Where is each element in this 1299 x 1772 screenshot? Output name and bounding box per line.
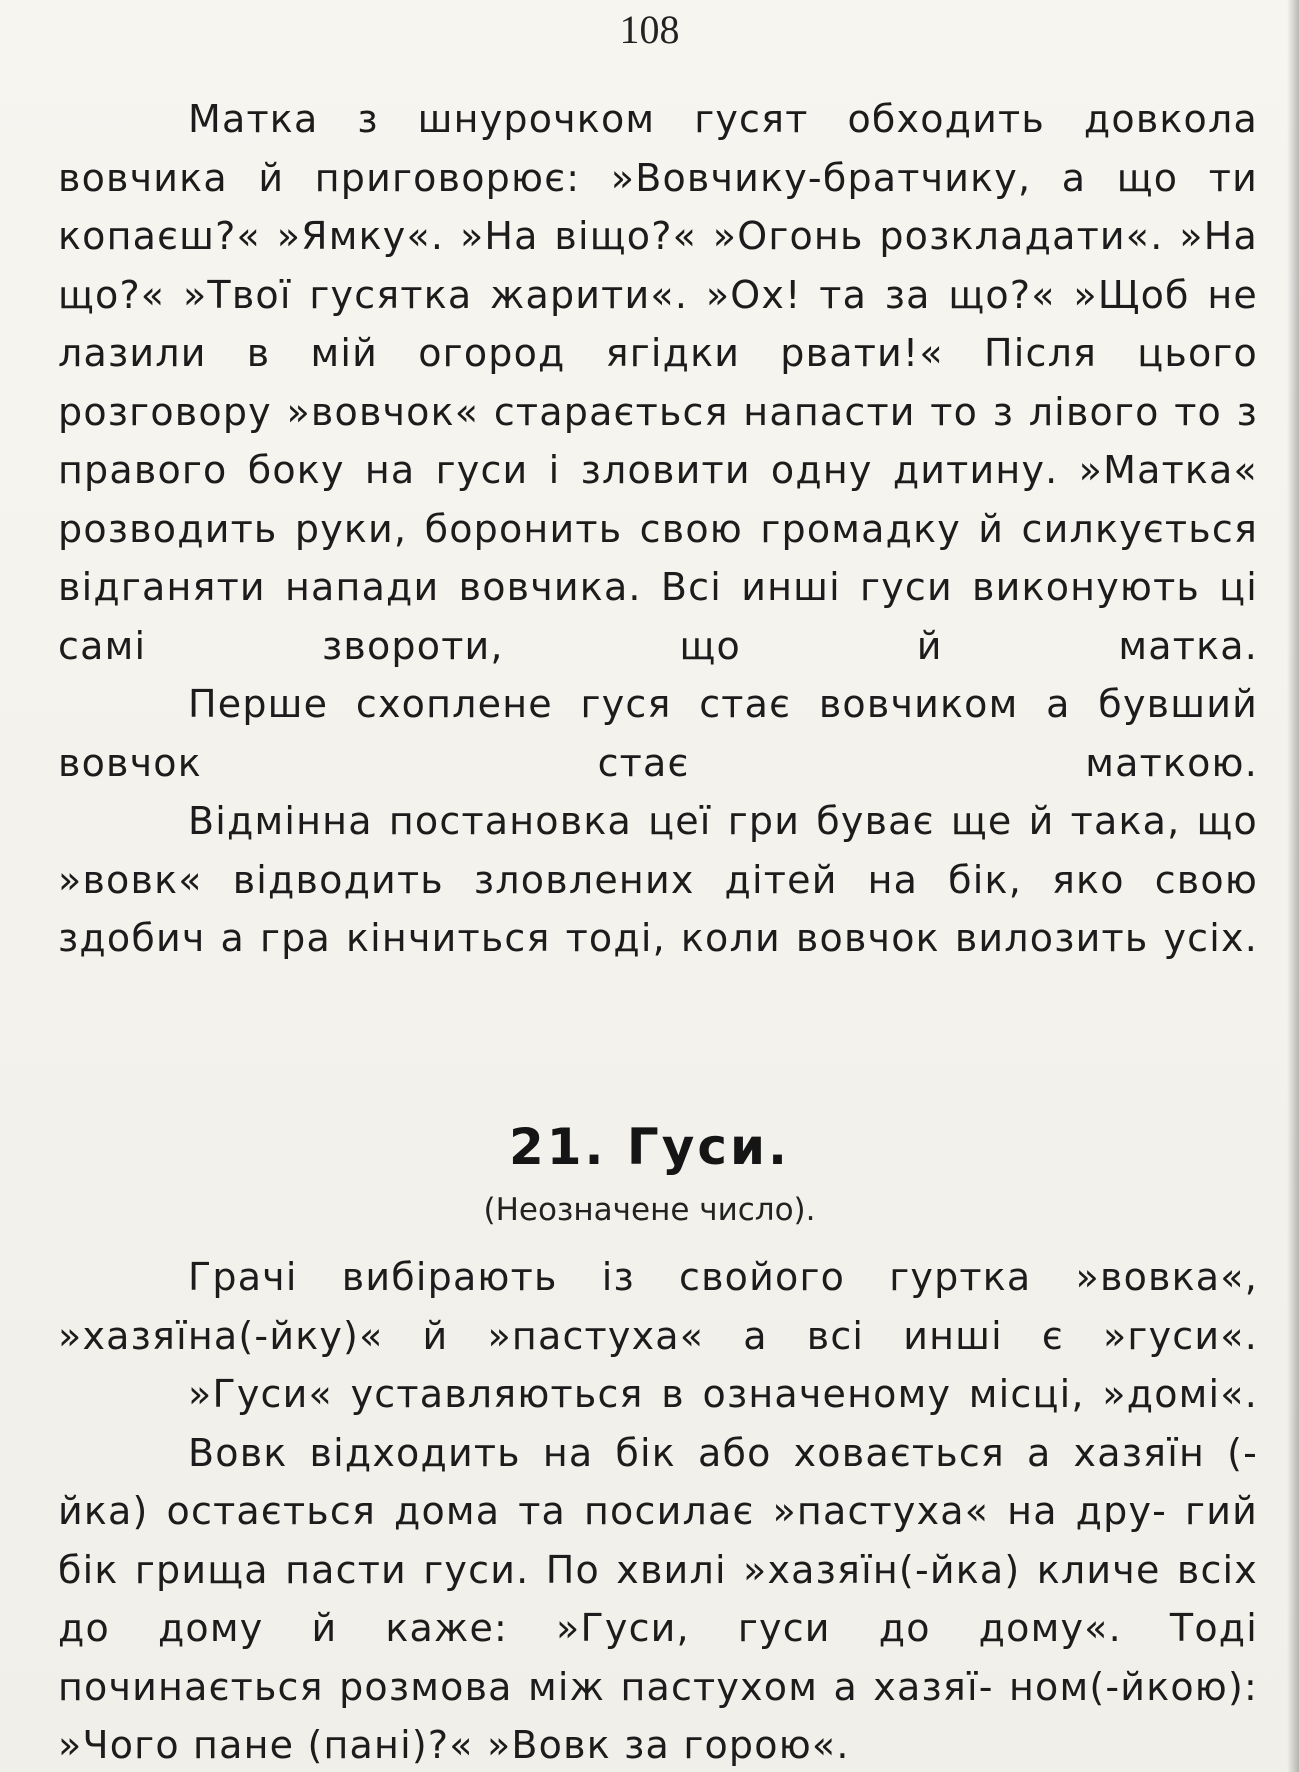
text-line: »Гуси« уставляються в означеному місці, »домі«.	[188, 1372, 1258, 1416]
text-line: громадку й силкується відганяти напади вовчика. Всі	[58, 506, 1259, 609]
text-line: що »вовк« відводить зловлених дітей на бік, яко	[58, 799, 1258, 902]
text-line: Тоді починається розмова між пастухом а хазяї-	[58, 1606, 1259, 1709]
text-line: гий бік грища пасти гуси. По хвилі »хазяїн(-йка)	[58, 1489, 1258, 1592]
paragraph	[58, 1248, 1258, 1365]
text-line: Перше схоплене гуся стає вовчиком а бувший	[188, 682, 1258, 726]
game-description-continued	[58, 90, 1258, 968]
paragraph	[58, 1365, 1258, 1424]
text-line: инші гуси виконують ці самі звороти, що й матка.	[58, 565, 1258, 668]
text-line: ном(-йкою): »Чого пане (пані)?« »Вовк за горою«.	[58, 1664, 1259, 1767]
text-line: копаєш?« »Ямку«. »На віщо?« »Огонь розкладати«.	[58, 214, 1164, 258]
text-line: вовчок стає маткою.	[58, 740, 1258, 785]
game-description	[58, 1248, 1258, 1772]
text-line: Грачі вибірають із свойого гуртка »вовка«,	[188, 1255, 1258, 1299]
paragraph	[58, 792, 1258, 968]
paragraph	[58, 90, 1258, 675]
text-line: Матка з шнурочком гусят обходить довкола	[188, 97, 1258, 141]
page-number: 108	[619, 7, 680, 52]
text-line: цього розговору »вовчок« старається напасти то	[58, 331, 1259, 434]
text-line: кличе всіх до дому й каже: »Гуси, гуси до дому«.	[58, 1547, 1258, 1650]
text-line: вовчика й приговорює: »Вовчику-братчику, а що ти	[58, 155, 1258, 200]
text-line: »На що?« »Твої гусятка жарити«. »Ох! та за що?«	[58, 214, 1259, 317]
text-line: (-йка) остається дома та посилає »пастуха« на дру-	[58, 1430, 1259, 1533]
text-line: з лівого то з правого боку на гуси і зловити одну	[58, 389, 1258, 492]
text-line: вилозить усіх.	[954, 916, 1258, 960]
section-title: 21. Гуси.	[508, 1118, 791, 1176]
text-line: »хазяїна(-йку)« й »пастуха« а всі инші є »гуси«.	[58, 1313, 1258, 1358]
page-edge-shadow	[1287, 0, 1299, 1772]
section-subtitle: (Неозначене число).	[483, 1192, 816, 1228]
paragraph	[58, 1424, 1258, 1772]
text-line: Відмінна постановка цеї гри буває ще й така,	[188, 799, 1181, 843]
paragraph	[58, 675, 1258, 792]
text-line: »Щоб не лазили в мій огород ягідки рвати!« Після	[58, 272, 1259, 375]
text-line: дитину. »Матка« розводить руки, боронить свою	[58, 448, 1258, 551]
text-line: Вовк відходить на бік або ховається а хазяїн	[188, 1430, 1206, 1475]
text-line: свою здобич а гра кінчиться тоді, коли вовчок	[58, 857, 1259, 960]
